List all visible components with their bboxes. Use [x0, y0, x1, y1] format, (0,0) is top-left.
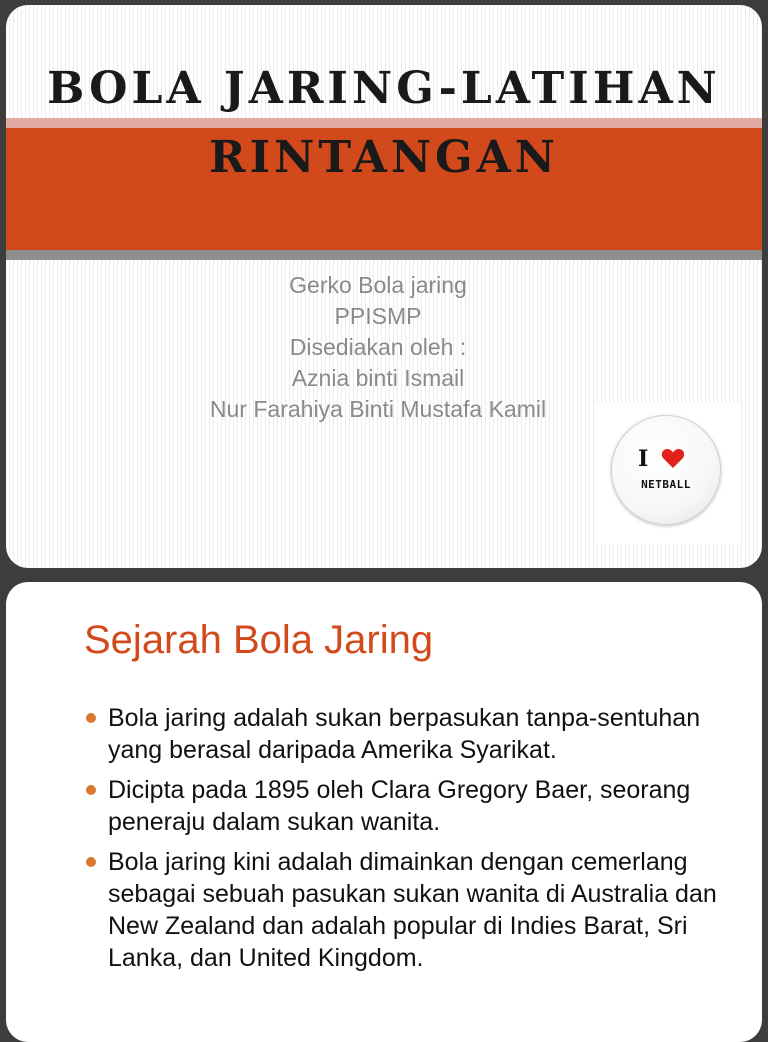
bullet-item — [84, 702, 724, 766]
bullet-item — [84, 846, 724, 974]
slide-subtitle — [6, 270, 750, 425]
bullet-item — [84, 774, 724, 838]
subtitle-line: PPISMP — [334, 303, 422, 329]
heart-icon — [661, 447, 685, 469]
netball-badge — [611, 415, 721, 525]
slide-heading: Sejarah Bola Jaring — [84, 618, 434, 662]
subtitle-line: Nur Farahiya Binti Mustafa Kamil — [209, 396, 547, 422]
badge-text-i: I — [638, 446, 649, 472]
slide-title-line-2: RINTANGAN — [209, 132, 559, 183]
content-slide — [6, 582, 762, 1042]
subtitle-line: Disediakan oleh : — [289, 334, 467, 360]
subtitle-line: Aznia binti Ismail — [291, 365, 465, 391]
title-band-bottom-stripe — [6, 250, 762, 260]
bullet-dot-icon — [86, 713, 96, 723]
bullet-text: Bola jaring adalah sukan berpasukan tanpa-sentuhan yang berasal daripada Amerika Syarikat. — [108, 704, 701, 764]
netball-badge-image — [594, 403, 738, 545]
bullet-text: Dicipta pada 1895 oleh Clara Gregory Baer, seorang peneraju dalam sukan wanita. — [108, 776, 691, 836]
badge-text-netball: NETBALL — [641, 478, 691, 491]
bullet-dot-icon — [86, 857, 96, 867]
bullet-list — [84, 702, 724, 982]
subtitle-line: Gerko Bola jaring — [289, 272, 467, 298]
title-slide — [6, 5, 762, 568]
slide-title-line-1: BOLA JARING-LATIHAN — [47, 63, 721, 114]
bullet-text: Bola jaring kini adalah dimainkan dengan cemerlang sebagai sebuah pasukan sukan wanita di Australia dan New Zealand dan adalah popular di Indies Barat, Sri Lanka, dan United Kingdom. — [108, 848, 717, 972]
bullet-dot-icon — [86, 785, 96, 795]
title-band-top-stripe — [6, 118, 762, 128]
